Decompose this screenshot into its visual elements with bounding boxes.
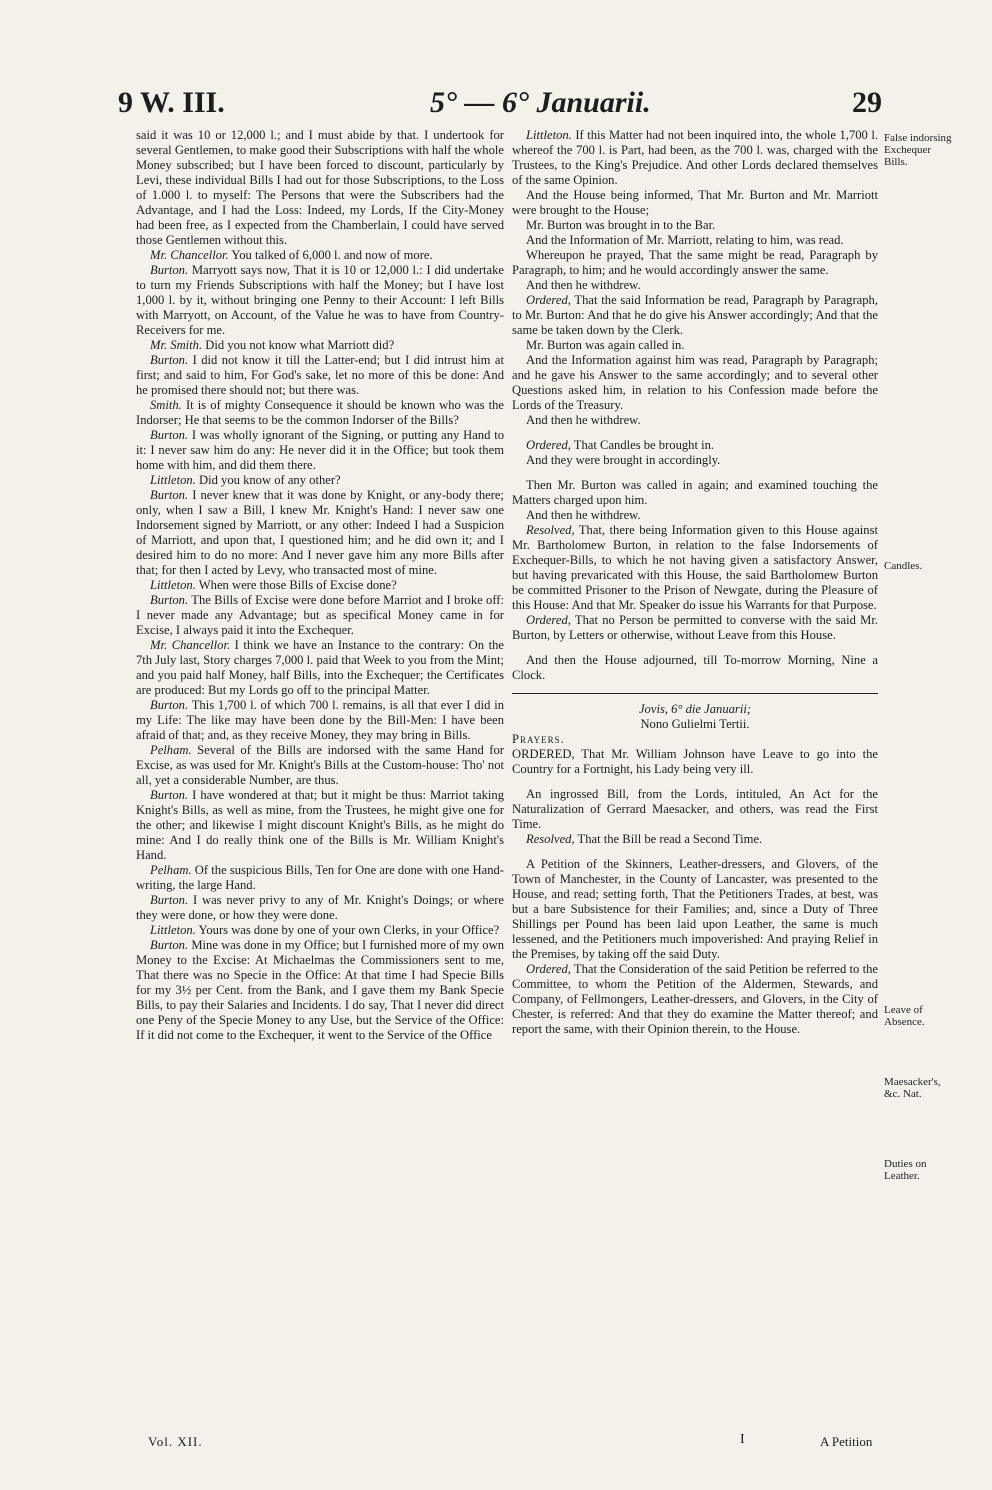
speaker-name: Pelham. <box>150 743 192 757</box>
paragraph-text: Did you not know what Marriott did? <box>202 338 395 352</box>
paragraph-text: A Petition of the Skinners, Leather-dressers, and Glovers, of the Town of Manchester, in the County of Lancaster, was presented to the House, and read; setting forth, That the Petitioners Trades, at best, was but a bare Subsistence for their Families; and, since a Duty of Three Shillings per Pound has been laid upon Leather, the same is much lessened, and the Petitioners much impoverished: And praying Relief in the Premises, by taking off the said Duty. <box>512 857 878 961</box>
paragraph <box>136 473 504 488</box>
paragraph-text: This 1,700 l. of which 700 l. remains, is all that ever I did in my Life: The like may have been done by the Bill-Men: I have been afraid of that; and, as they receive Money, they may bring in Bills. <box>136 698 504 742</box>
paragraph <box>136 128 504 248</box>
paragraph-text: said it was 10 or 12,000 l.; and I must abide by that. I undertook for several Gentlemen, to make good their Subscriptions with half the whole Money subscribed; but I have been forced to discount, particularly by Levi, these individual Bills I had out for those Subscriptions, to the Loss of 1.000 l. to myself: The Persons that were the Subscribers had the Advantage, and I had the Loss: Indeed, my Lords, If the City-Money had been free, as I expected from the Chamberlain, I could have served those Gentlemen without this. <box>136 128 504 247</box>
paragraph-text: If this Matter had not been inquired into, the whole 1,700 l. whereof the 700 l. is Part, had been, as the 700 l. was, charged with the Trustees, to the King's Prejudice. And other Lords declared themselves of the same Opinion. <box>512 128 878 187</box>
speaker-name: Pelham. <box>150 863 192 877</box>
paragraph <box>512 962 878 1037</box>
speaker-name: Burton. <box>150 593 189 607</box>
speaker-name: Burton. <box>150 488 189 502</box>
paragraph-text: And then he withdrew. <box>526 278 641 292</box>
signature-mark: I <box>740 1432 745 1447</box>
right-column-new-day <box>512 747 878 1037</box>
speaker-name: Littleton. <box>150 923 196 937</box>
paragraph-text: That Candles be brought in. <box>570 438 715 452</box>
paragraph-text: Mr. Burton was again called in. <box>526 338 685 352</box>
paragraph <box>512 653 878 683</box>
margin-note-candles: Candles. <box>884 560 923 572</box>
speaker-name: Ordered, <box>526 962 571 976</box>
speaker-name: Resolved, <box>526 523 575 537</box>
paragraph <box>512 278 878 293</box>
speaker-name: Mr. Smith. <box>150 338 203 352</box>
paragraph-text: Did you know of any other? <box>195 473 341 487</box>
paragraph-text: Mine was done in my Office; but I furnished more of my own Money to the Excise: At Michaelmas the Commissioners sent to me, That there was no Specie in the Office: At that time I had Specie Bills for my 3½ per Cent. from the Bank, and I gave them my Bank Specie Bills, to pay their Salaries and Incidents. I do say, That I never did direct one Peny of the Specie Money to any Use, but the Service of the Office: If it did not come to the Exchequer, it went to the Service of the Office <box>136 938 504 1042</box>
paragraph-text: Marryott says now, That it is 10 or 12,000 l.: I did undertake to turn my Friends Subscriptions with half the Money; but I have lost 1,000 l. by it, without bringing one Penny to their Account: I left Bills with Marryott, on Account, of the Value he was to have from Country-Receivers for me. <box>136 263 504 337</box>
paragraph <box>136 338 504 353</box>
paragraph <box>512 233 878 248</box>
margin-note-naturalization: Maesacker's, &c. Nat. <box>884 1076 941 1100</box>
speaker-name: Ordered, <box>526 613 571 627</box>
catchword: A Petition <box>820 1434 873 1449</box>
paragraph <box>512 438 878 453</box>
paragraph <box>136 743 504 788</box>
paragraph-text: And then the House adjourned, till To-morrow Morning, Nine a Clock. <box>512 653 878 682</box>
paragraph <box>136 248 504 263</box>
header-dates: 5° — 6° Januarii. <box>430 86 651 119</box>
speaker-name: Mr. Chancellor. <box>150 248 229 262</box>
speaker-name: Mr. Chancellor. <box>150 638 231 652</box>
paragraph <box>136 353 504 398</box>
paragraph <box>512 128 878 188</box>
paragraph <box>136 893 504 923</box>
paragraph <box>136 263 504 338</box>
paragraph <box>136 863 504 893</box>
margin-note-false-indorsing: False indorsing Exchequer Bills. <box>884 132 952 168</box>
paragraph-gap <box>512 643 878 653</box>
paragraph-text: An ingrossed Bill, from the Lords, intituled, An Act for the Naturalization of Gerrard Maesacker, and others, was read the First Time. <box>512 787 878 831</box>
paragraph-text: And the Information against him was read, Paragraph by Paragraph; and he gave his Answer to the same accordingly; and to several other Questions asked him, in relation to his Confession made before the Lords of the Treasury. <box>512 353 878 412</box>
paragraph-text: I was never privy to any of Mr. Knight's Doings; or where they were done, or how they were done. <box>136 893 504 922</box>
paragraph <box>512 508 878 523</box>
paragraph-text: I did not know it till the Latter-end; but I did intrust him at first; and said to him, For God's sake, let no more of this be done: And he promised there should not; but there was. <box>136 353 504 397</box>
speaker-name: Littleton. <box>526 128 572 142</box>
speaker-name: Burton. <box>150 938 189 952</box>
left-column <box>136 128 504 1043</box>
sitting-date: Jovis, 6° die Januarii; <box>638 702 752 716</box>
speaker-name: Ordered, <box>526 293 571 307</box>
paragraph-text: When were those Bills of Excise done? <box>195 578 397 592</box>
paragraph-text: And then he withdrew. <box>526 413 641 427</box>
paragraph-text: And the Information of Mr. Marriott, relating to him, was read. <box>526 233 844 247</box>
paragraph-text: That, there being Information given to this House against Mr. Bartholomew Burton, in relation to the false Indorsements of Exchequer-Bills, to which he not having given a satisfactory Answer, but having prevaricated with this House, the said Bartholomew Burton be committed Prisoner to the Prison of Newgate, during the Pleasure of this House: And that Mr. Speaker do issue his Warrants for that Purpose. <box>512 523 878 612</box>
margin-note-leather-duties: Duties on Leather. <box>884 1158 927 1182</box>
paragraph <box>512 832 878 847</box>
paragraph <box>136 578 504 593</box>
paragraph-text: That the Consideration of the said Petition be referred to the Committee, to whom the Petition of the Aldermen, Stewards, and Company, of Fellmongers, Leather-dressers, and Glovers, in the City of Chester, is referred: And that they do examine the Matter thereof; and report the same, with their Opinion therein, to the House. <box>512 962 878 1036</box>
speaker-name: Burton. <box>150 698 189 712</box>
paragraph-gap <box>512 847 878 857</box>
paragraph <box>512 747 878 777</box>
page-number: 29 <box>852 86 882 119</box>
speaker-name: Burton. <box>150 788 189 802</box>
paragraph-text: The Bills of Excise were done before Marriot and I broke off: I never made any Advantage; but as specifical Money came in for Excise, I always paid it into the Exchequer. <box>136 593 504 637</box>
paragraph-gap <box>512 428 878 438</box>
paragraph-text: That the Bill be read a Second Time. <box>574 832 763 846</box>
paragraph <box>512 338 878 353</box>
paragraph <box>512 353 878 413</box>
paragraph <box>136 428 504 473</box>
speaker-name: Littleton. <box>150 473 196 487</box>
paragraph-text: That no Person be permitted to converse with the said Mr. Burton, by Letters or otherwise, without Leave from this House. <box>512 613 878 642</box>
day-separator-rule <box>512 693 878 694</box>
speaker-name: Ordered, <box>526 438 571 452</box>
speaker-name: Burton. <box>150 893 189 907</box>
paragraph <box>136 638 504 698</box>
speaker-name: Littleton. <box>150 578 196 592</box>
paragraph-text: I think we have an Instance to the contrary: On the 7th July last, Story charges 7,000 l. paid that Week to you from the Mint; and you paid half Money, half Bills, into the Exchequer; the Certificates are produced: But my Lords go off to the principal Matter. <box>136 638 504 697</box>
paragraph <box>136 698 504 743</box>
paragraph-text: You talked of 6,000 l. and now of more. <box>228 248 433 262</box>
speaker-name: Burton. <box>150 428 189 442</box>
paragraph <box>136 488 504 578</box>
paragraph-text: Of the suspicious Bills, Ten for One are done with one Hand-writing, the large Hand. <box>136 863 504 892</box>
speaker-name: Burton. <box>150 353 189 367</box>
running-header <box>110 80 890 126</box>
paragraph <box>136 788 504 863</box>
paragraph <box>136 923 504 938</box>
margin-note-leave: Leave of Absence. <box>884 1004 925 1028</box>
volume-label: Vol. XII. <box>148 1434 203 1449</box>
paragraph <box>512 613 878 643</box>
paragraph-text: Mr. Burton was brought in to the Bar. <box>526 218 716 232</box>
paragraph <box>512 857 878 962</box>
paragraph-text: Whereupon he prayed, That the same might be read, Paragraph by Paragraph, to him; and he would accordingly answer the same. <box>512 248 878 277</box>
paragraph-text: It is of mighty Consequence it should be known who was the Indorser; He that seems to be the common Indorser of the Bills? <box>136 398 504 427</box>
paragraph-gap <box>512 777 878 787</box>
paragraph-text: And they were brought in accordingly. <box>526 453 721 467</box>
paragraph-gap <box>512 468 878 478</box>
paragraph <box>512 188 878 218</box>
prayers-heading: Prayers. <box>512 732 565 746</box>
speaker-name: Burton. <box>150 263 189 277</box>
paragraph-text: I have wondered at that; but it might be thus: Marriot taking Knight's Bills, as well as mine, from the Trustees, he might give one for the other; and likewise I might discount Knight's Bills, as he might do mine: And I do really think one of the Bills is Mr. William Knight's Hand. <box>136 788 504 862</box>
paragraph <box>512 453 878 468</box>
paragraph-text: And the House being informed, That Mr. Burton and Mr. Marriott were brought to the House; <box>512 188 878 217</box>
paragraph-text: I never knew that it was done by Knight, or any-body there; only, when I saw a Bill, I knew Mr. Knight's Hand: I never saw one Indorsement signed by Marriott, or any other: Indeed I had a Suspicion of Marriott, and upon that, I questioned him; and he did own it; and I desired him to do no more: And I never gave him any more Bills after that; for then I acted by Levy, who transacted most of mine. <box>136 488 504 577</box>
paragraph <box>512 478 878 508</box>
paragraph <box>512 413 878 428</box>
paragraph <box>136 593 504 638</box>
paragraph-text: Several of the Bills are indorsed with the same Hand for Excise, as was used for Mr. Knight's Bills at the Custom-house: Tho' not all, yet a considerable Number, are thus. <box>136 743 504 787</box>
paragraph-text: I was wholly ignorant of the Signing, or putting any Hand to it: I never saw him do any: He never did it in the Office; but took them home with him, and did them there. <box>136 428 504 472</box>
header-regnal-year: 9 W. III. <box>118 86 225 119</box>
paragraph <box>512 787 878 832</box>
paragraph <box>512 523 878 613</box>
speaker-name: Smith. <box>150 398 182 412</box>
paragraph <box>512 248 878 278</box>
paragraph-text: ORDERED, That Mr. William Johnson have Leave to go into the Country for a Fortnight, his Lady being very ill. <box>512 747 878 776</box>
right-column <box>512 128 878 1037</box>
paragraph-text: That the said Information be read, Paragraph by Paragraph, to Mr. Burton: And that he do give his Answer accordingly; And that the same be taken down by the Clerk. <box>512 293 878 337</box>
paragraph <box>136 938 504 1043</box>
speaker-name: Resolved, <box>526 832 575 846</box>
paragraph <box>136 398 504 428</box>
regnal-year-line: Nono Gulielmi Tertii. <box>640 717 750 731</box>
paragraph-text: And then he withdrew. <box>526 508 641 522</box>
paragraph-text: Then Mr. Burton was called in again; and examined touching the Matters charged upon him. <box>512 478 878 507</box>
right-column-proceedings <box>512 128 878 683</box>
paragraph-text: Yours was done by one of your own Clerks, in your Office? <box>195 923 500 937</box>
paragraph <box>512 218 878 233</box>
paragraph <box>512 293 878 338</box>
